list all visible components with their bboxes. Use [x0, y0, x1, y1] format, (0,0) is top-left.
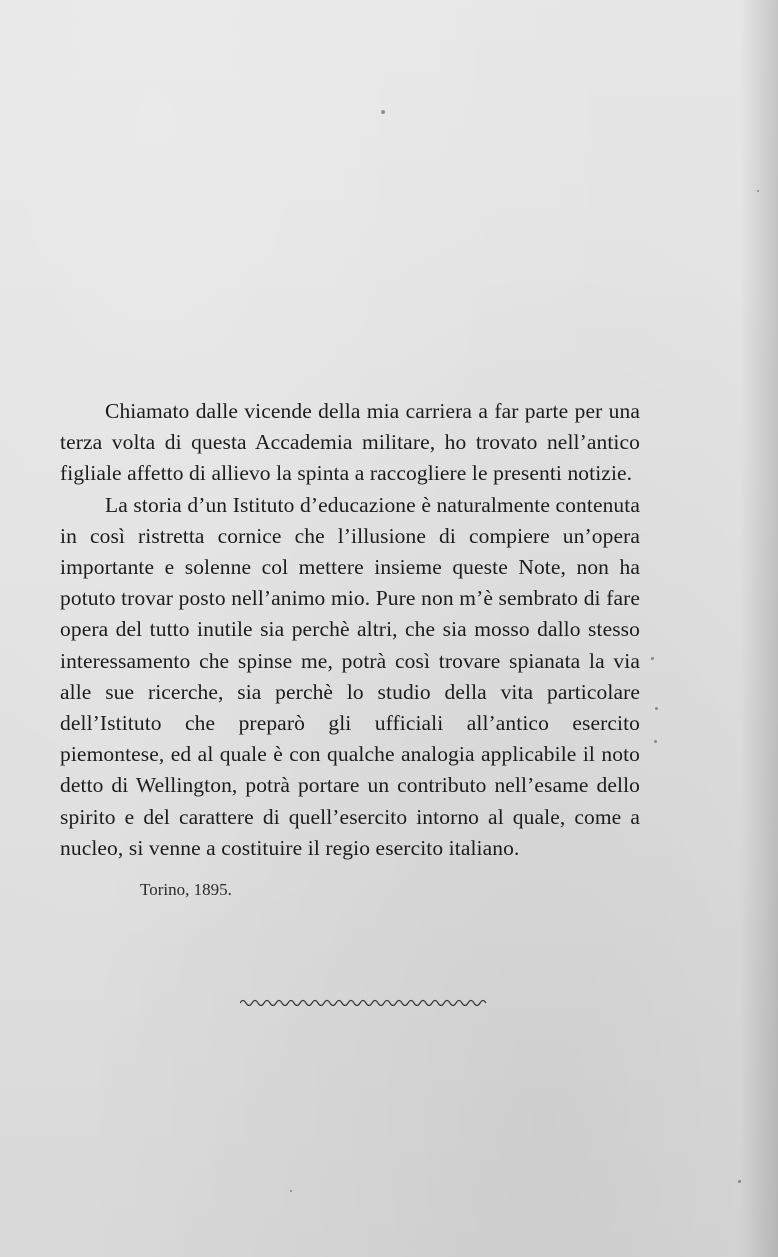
paragraph-1: Chiamato dalle vicende della mia carriera a far parte per una terza volta di questa Accademia militare, ho trovato nell’antico figliale affetto di allievo la spinta a raccogliere le presenti notizie. — [60, 399, 640, 486]
scan-speck — [757, 190, 759, 192]
place-date: Torino, 1895. — [140, 880, 232, 899]
paragraph-2: La storia d’un Istituto d’educazione è naturalmente contenuta in così ristretta cornice che l’illusione di compiere un’opera importante e solenne col mettere insieme queste Note, non ha potuto trovar posto nell’animo mio. Pure non m’è sembrato di fare opera del tutto inutile sia perchè altri, che sia mosso dallo stesso interessamento che spinse me, potrà così trovare spianata la via alle sue ricerche, sia perchè lo studio della vita particolare dell’Istituto che preparò gli ufficiali all’antico esercito piemontese, ed al quale è con qualche analogia applicabile il noto detto di Wellington, potrà portare un contributo nell’esame dello spirito e del carattere di quell’esercito intorno al quale, come a nucleo, si venne a costituire il regio esercito italiano. — [60, 492, 640, 860]
scan-speck — [651, 657, 654, 660]
wavy-rule-ornament — [240, 996, 488, 1010]
scan-speck — [290, 1190, 292, 1192]
scan-speck — [654, 740, 657, 743]
page-edge-shadow — [740, 0, 778, 1257]
scan-speck — [655, 707, 658, 710]
preface-text — [60, 396, 640, 864]
scan-speck — [381, 110, 385, 114]
scan-speck — [738, 1180, 741, 1183]
